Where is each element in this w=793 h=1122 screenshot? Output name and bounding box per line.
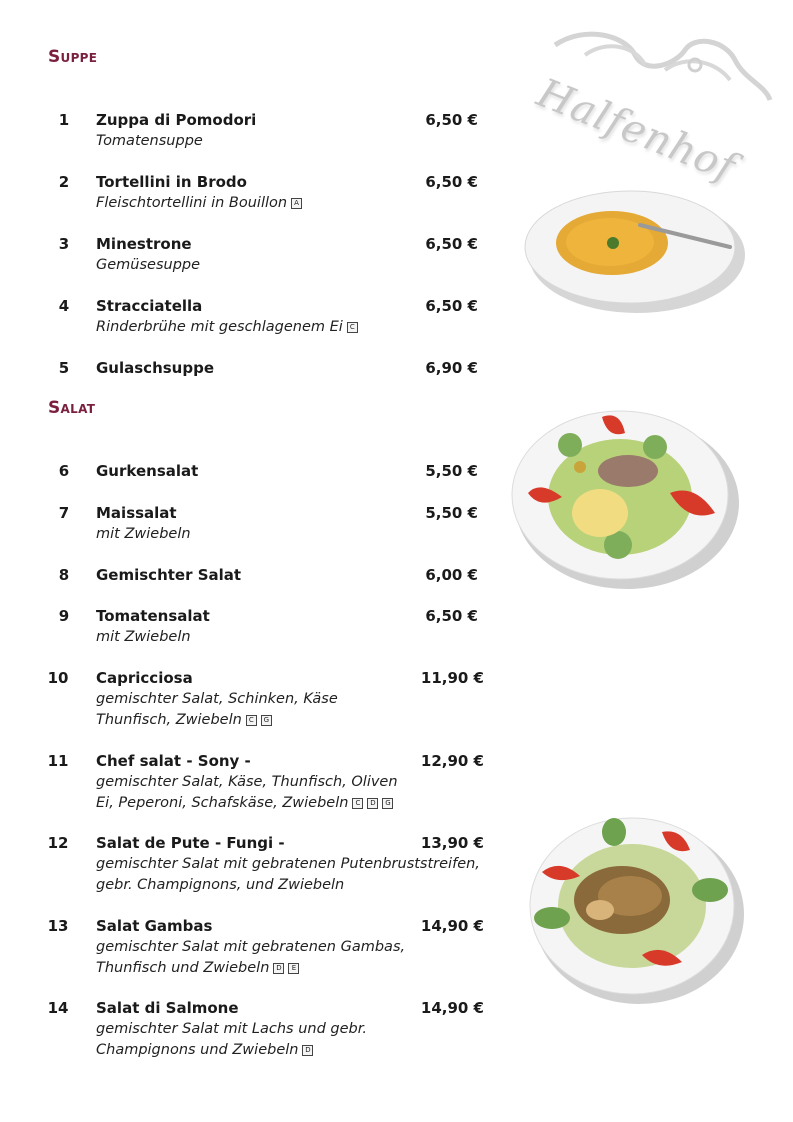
allergen-badge: C bbox=[347, 322, 358, 333]
item-name: Zuppa di Pomodori bbox=[96, 111, 257, 129]
allergen-badge: G bbox=[382, 798, 393, 809]
item-description bbox=[96, 317, 358, 338]
item-description-text: mit Zwiebeln bbox=[96, 526, 191, 542]
item-name: Salat Gambas bbox=[96, 917, 213, 935]
item-description bbox=[96, 1019, 367, 1040]
item-description bbox=[96, 793, 393, 814]
item-description-text: gemischter Salat, Schinken, Käse bbox=[96, 691, 338, 707]
item-description-text: Gemüsesuppe bbox=[96, 257, 201, 273]
item-description bbox=[96, 854, 480, 875]
item-number: 13 bbox=[47, 917, 69, 935]
item-description-text: Rinderbrühe mit geschlagenem Ei bbox=[96, 319, 343, 335]
item-description-text: mit Zwiebeln bbox=[96, 629, 191, 645]
item-description bbox=[96, 1040, 313, 1061]
item-price: 6,50 € bbox=[425, 297, 478, 315]
allergen-badge: D bbox=[273, 963, 284, 974]
item-price: 13,90 € bbox=[420, 834, 484, 852]
section-title-salat: Salat bbox=[48, 398, 96, 418]
item-number: 8 bbox=[58, 566, 70, 584]
section-title-suppe: Suppe bbox=[48, 47, 98, 67]
item-description-text: Thunfisch, Zwiebeln bbox=[96, 712, 242, 728]
allergen-badge: C bbox=[352, 798, 363, 809]
item-description-text: Ei, Peperoni, Schafskäse, Zwiebeln bbox=[96, 795, 349, 811]
item-number: 9 bbox=[58, 607, 70, 625]
item-number: 11 bbox=[47, 752, 69, 770]
item-description bbox=[96, 193, 302, 214]
item-description bbox=[96, 131, 203, 152]
item-number: 1 bbox=[58, 111, 70, 129]
item-description bbox=[96, 958, 299, 979]
item-price: 6,50 € bbox=[425, 235, 478, 253]
item-description-text: gemischter Salat, Käse, Thunfisch, Oliven bbox=[96, 774, 398, 790]
item-price: 14,90 € bbox=[420, 999, 484, 1017]
item-number: 6 bbox=[58, 462, 70, 480]
item-name: Chef salat - Sony - bbox=[96, 752, 251, 770]
item-name: Gurkensalat bbox=[96, 462, 199, 480]
item-description bbox=[96, 937, 405, 958]
allergen-badge: D bbox=[302, 1045, 313, 1056]
item-number: 14 bbox=[47, 999, 69, 1017]
item-name: Salat de Pute - Fungi - bbox=[96, 834, 285, 852]
item-price: 6,90 € bbox=[425, 359, 478, 377]
item-name: Gulaschsuppe bbox=[96, 359, 215, 377]
item-name: Stracciatella bbox=[96, 297, 203, 315]
pute-salad-photo bbox=[522, 810, 752, 1010]
item-price: 5,50 € bbox=[425, 462, 478, 480]
item-description-text: Tomatensuppe bbox=[96, 133, 203, 149]
item-price: 6,50 € bbox=[425, 111, 478, 129]
item-name: Tortellini in Brodo bbox=[96, 173, 247, 191]
item-description bbox=[96, 875, 344, 896]
item-description-text: Champignons und Zwiebeln bbox=[96, 1042, 299, 1058]
item-description-text: Fleischtortellini in Bouillon bbox=[96, 195, 288, 211]
item-description-text: Thunfisch und Zwiebeln bbox=[96, 960, 270, 976]
item-number: 5 bbox=[58, 359, 70, 377]
item-number: 2 bbox=[58, 173, 70, 191]
item-description-text: gemischter Salat mit gebratenen Gambas, bbox=[96, 939, 406, 955]
allergen-badge: D bbox=[367, 798, 378, 809]
item-number: 10 bbox=[47, 669, 69, 687]
logo-text: Halfenhof bbox=[530, 70, 743, 192]
item-description-text: gebr. Champignons, und Zwiebeln bbox=[96, 877, 345, 893]
allergen-badge: A bbox=[291, 198, 302, 209]
item-price: 6,50 € bbox=[425, 607, 478, 625]
soup-photo bbox=[520, 185, 750, 315]
item-name: Gemischter Salat bbox=[96, 566, 242, 584]
item-description bbox=[96, 689, 338, 710]
item-price: 6,50 € bbox=[425, 173, 478, 191]
item-price: 5,50 € bbox=[425, 504, 478, 522]
item-number: 12 bbox=[47, 834, 69, 852]
item-price: 11,90 € bbox=[420, 669, 484, 687]
item-name: Salat di Salmone bbox=[96, 999, 239, 1017]
item-price: 6,00 € bbox=[425, 566, 478, 584]
item-description bbox=[96, 772, 398, 793]
item-description bbox=[96, 524, 191, 545]
item-number: 3 bbox=[58, 235, 70, 253]
item-description-text: gemischter Salat mit gebratenen Putenbruststreifen, bbox=[96, 856, 480, 872]
allergen-badge: C bbox=[246, 715, 257, 726]
item-description bbox=[96, 627, 191, 648]
item-price: 12,90 € bbox=[420, 752, 484, 770]
allergen-badge: G bbox=[261, 715, 272, 726]
item-number: 7 bbox=[58, 504, 70, 522]
item-name: Maissalat bbox=[96, 504, 177, 522]
item-number: 4 bbox=[58, 297, 70, 315]
item-name: Minestrone bbox=[96, 235, 192, 253]
item-description bbox=[96, 255, 200, 276]
item-price: 14,90 € bbox=[420, 917, 484, 935]
item-name: Tomatensalat bbox=[96, 607, 210, 625]
salad-photo bbox=[510, 405, 745, 595]
item-description-text: gemischter Salat mit Lachs und gebr. bbox=[96, 1021, 367, 1037]
item-name: Capricciosa bbox=[96, 669, 193, 687]
allergen-badge: E bbox=[288, 963, 299, 974]
item-description bbox=[96, 710, 272, 731]
